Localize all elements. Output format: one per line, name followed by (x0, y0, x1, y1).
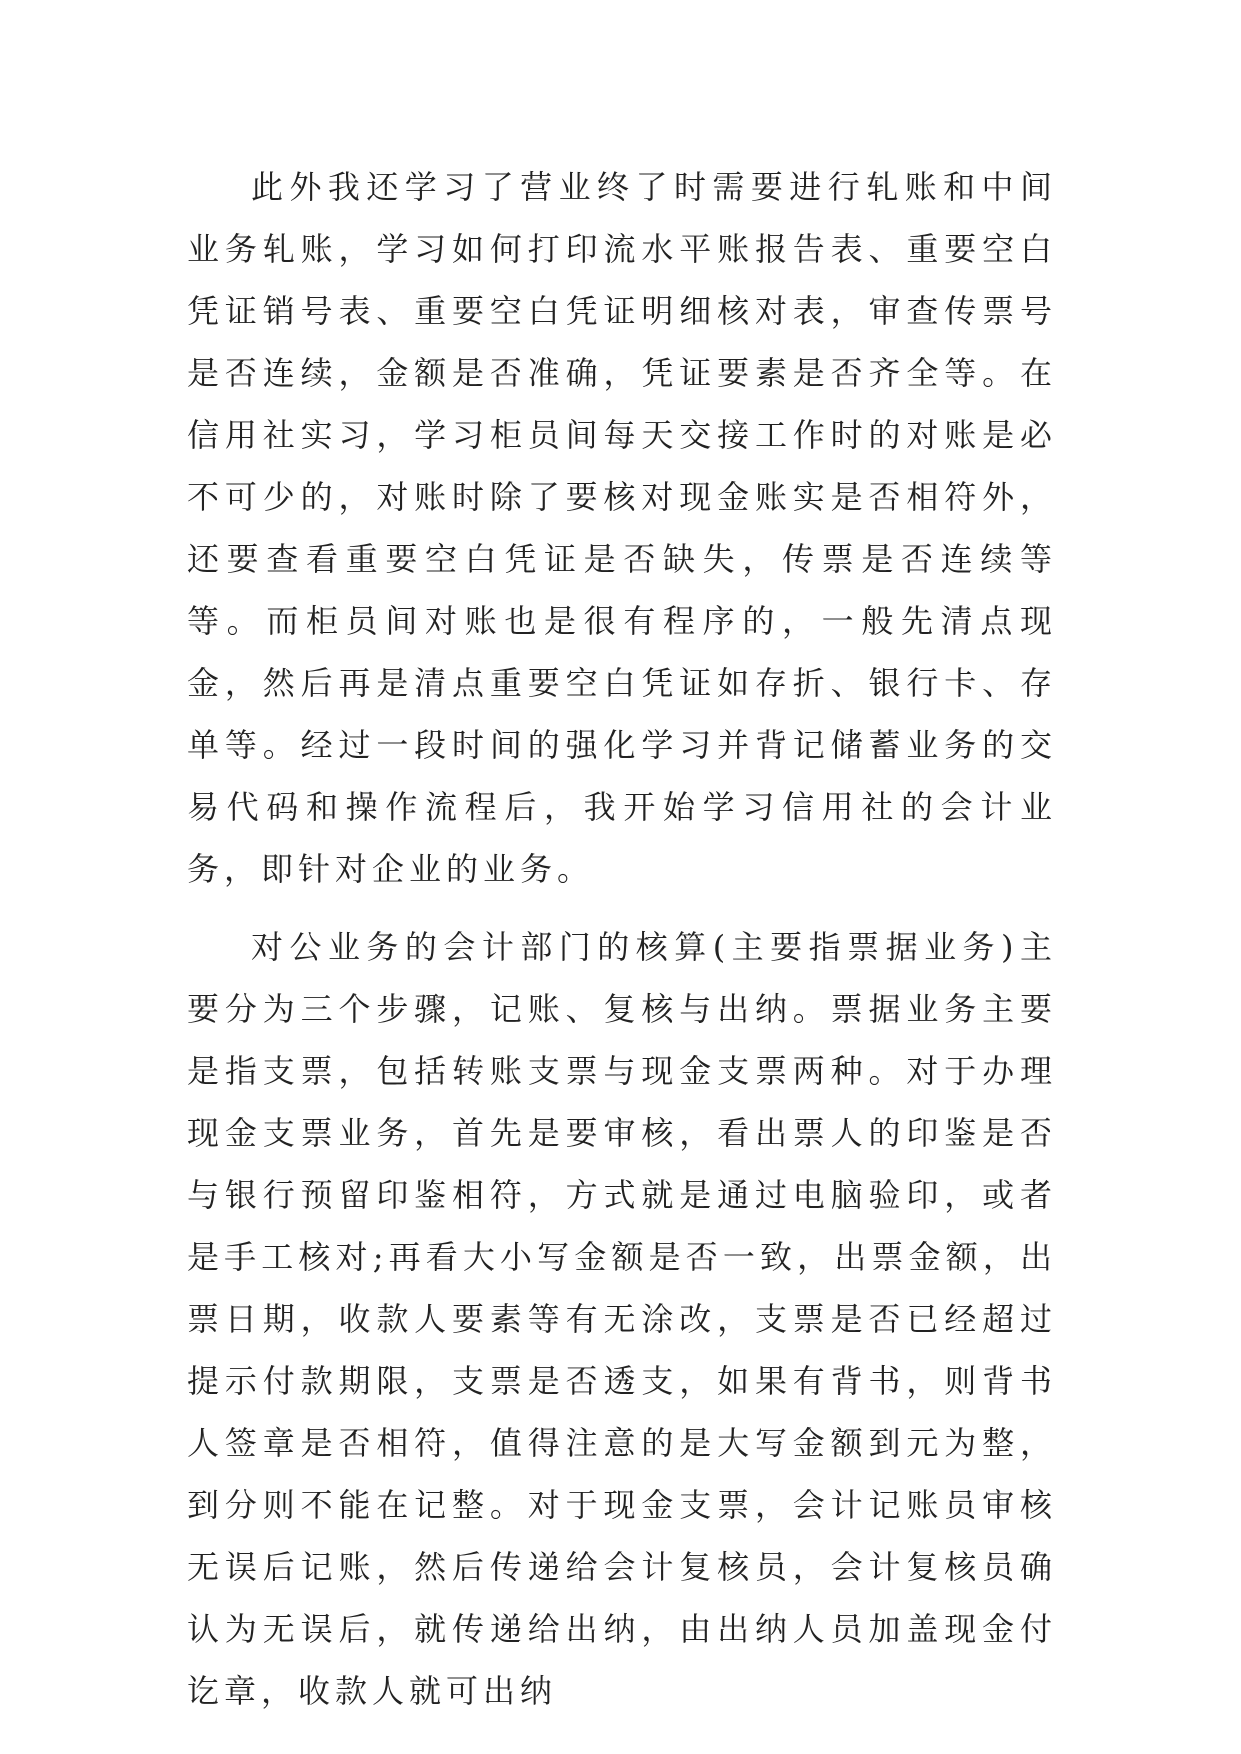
paragraph-corporate-accounting: 对公业务的会计部门的核算(主要指票据业务)主要分为三个步骤，记账、复核与出纳。票据业务主要是指支票，包括转账支票与现金支票两种。对于办理现金支票业务，首先是要审核，看出票人的印鉴是否与银行预留印鉴相符，方式就是通过电脑验印，或者是手工核对;再看大小写金额是否一致，出票金额，出票日期，收款人要素等有无涂改，支票是否已经超过提示付款期限，支票是否透支，如果有背书，则背书人签章是否相符，值得注意的是大写金额到元为整，到分则不能在记整。对于现金支票，会计记账员审核无误后记账，然后传递给会计复核员，会计复核员确认为无误后，就传递给出纳，由出纳人员加盖现金付讫章，收款人就可出纳 (187, 928, 1057, 1710)
paragraph-teller-reconciliation: 此外我还学习了营业终了时需要进行轧账和中间业务轧账，学习如何打印流水平账报告表、重要空白凭证销号表、重要空白凭证明细核对表，审查传票号是否连续，金额是否准确，凭证要素是否齐全等。在信用社实习，学习柜员间每天交接工作时的对账是必不可少的，对账时除了要核对现金账实是否相符外，还要查看重要空白凭证是否缺失，传票是否连续等等。而柜员间对账也是很有程序的，一般先清点现金，然后再是清点重要空白凭证如存折、银行卡、存单等。经过一段时间的强化学习并背记储蓄业务的交易代码和操作流程后，我开始学习信用社的会计业务，即针对企业的业务。 (187, 168, 1057, 888)
